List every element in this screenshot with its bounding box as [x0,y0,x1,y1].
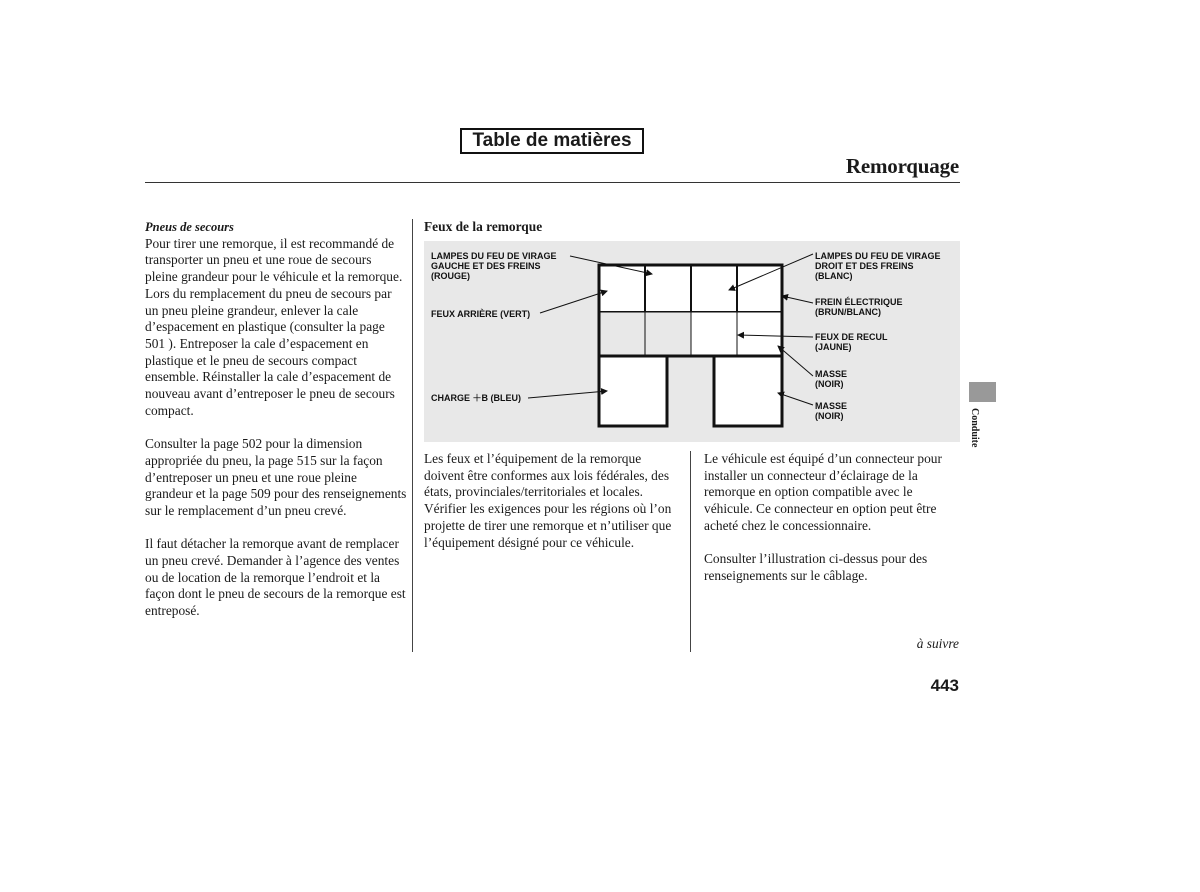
label-tail-lights: FEUX ARRIÈRE (VERT) [431,309,531,319]
trailer-lights-heading: Feux de la remorque [424,219,543,234]
connector-section [704,451,960,601]
header-divider [145,182,960,183]
connector-paragraph-1: Le véhicule est équipé d’un connecteur pour installer un connecteur d’éclairage de la remorque en option compatible avec le véhicule. Ce connecteur en option peut être acheté chez le concessionnaire. [704,451,942,533]
pin-mid-4 [737,312,782,356]
pin-charge [599,356,667,426]
spare-tire-paragraph-2: Consulter la page 502 pour la dimension appropriée du pneu, la page 515 sur la façon d’entreposer un pneu et une roue pleine grandeur et la page 509 pour des renseignements sur le remplacement d’un pneu crevé. [145,436,407,518]
spare-tire-heading: Pneus de secours [145,220,234,234]
label-left-turn: LAMPES DU FEU DE VIRAGE GAUCHE ET DES FREINS (ROUGE) [431,251,557,281]
chapter-tab-text: Conduite [969,408,980,448]
column-divider-right [690,451,691,652]
column-divider-left [412,219,413,652]
leader-brake [782,296,813,303]
pin-right-turn [691,265,737,312]
spare-tire-paragraph-1: Pour tirer une remorque, il est recommandé de transporter un pneu et une roue de secours pleine grandeur pour le véhicule et la remorque. Lors du remplacement du pneu de secours par un pneu pleine grandeur, enlever la cale d’espacement en plastique (consulter la page 501 ). Entreposer la cale d’espacement en plastique et le pneu de secours compact ensemble. Réinstaller la cale d’espacement de nouveau avant d’entreposer le pneu de secours compact. [145,235,403,418]
trailer-connector-diagram [424,241,960,442]
leader-charge [528,391,607,398]
pin-reverse [691,312,737,356]
label-charge: CHARGE ＋B (BLEU) [431,393,521,403]
pin-top-2 [645,265,691,312]
chapter-tab-marker[interactable] [969,382,996,402]
label-reverse: FEUX DE RECUL (JAUNE) [815,332,888,352]
connector-paragraph-2: Consulter l’illustration ci-dessus pour des renseignements sur le câblage. [704,551,928,583]
label-electric-brake: FREIN ÉLECTRIQUE (BRUN/BLANC) [815,297,903,317]
section-title: Remorquage [845,154,959,178]
continued-note: à suivre [916,636,959,651]
label-right-turn: LAMPES DU FEU DE VIRAGE DROIT ET DES FREINS (BLANC) [815,251,941,281]
pin-left-turn [599,265,645,312]
regulations-paragraph: Les feux et l’équipement de la remorque doivent être conformes aux lois fédérales, des états, provinciales/territoriales et locales. Vérifier les exigences pour les régions où l’on projette de tirer une remorque et n’utiliser que l’équipement désigné pour ce véhicule. [424,451,672,550]
page-number: 443 [930,676,959,695]
regulations-section [424,451,684,568]
label-ground-1: MASSE (NOIR) [815,369,848,389]
table-of-contents-button[interactable]: Table de matières [460,128,644,154]
spare-tire-section [145,219,407,637]
chapter-tab-label [966,408,982,458]
pin-ground [714,356,782,426]
pin-brake [737,265,782,312]
pin-mid-2 [645,312,691,356]
pin-tail [599,312,645,356]
leader-tail [540,291,607,313]
spare-tire-paragraph-3: Il faut détacher la remorque avant de remplacer un pneu crevé. Demander à l’agence des ventes ou de location de la remorque l’endroit et la façon dont le pneu de secours de la remorque est entreposé. [145,536,406,619]
label-ground-2: MASSE (NOIR) [815,401,848,421]
